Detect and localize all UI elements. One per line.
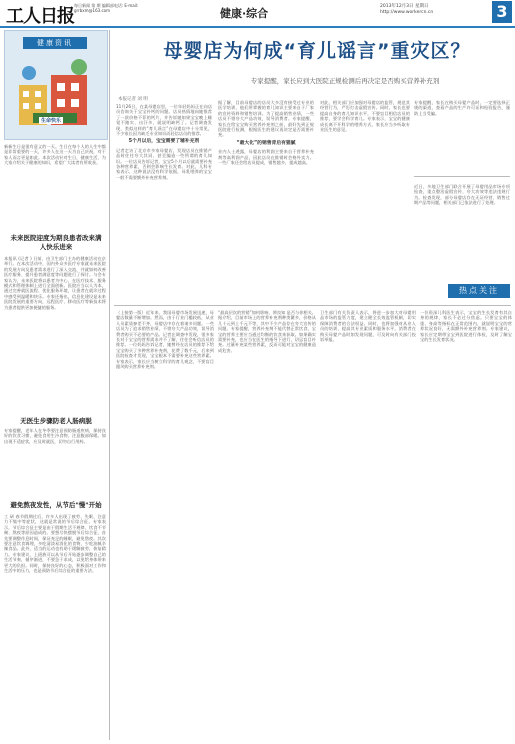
left-body-2: 专家提醒，老年人在冬季要注意预防肠道疾病，保持良好的饮食习惯，避免食用生冷食物，注意腹部保暖。如出现不适症状，应及时就医，切勿自行用药。 xyxy=(4,428,106,444)
hot-focus-label: 热点关注 xyxy=(448,284,510,298)
article-subtitle: 专家提醒，家长应到大医院正规检测后再决定是否购买营养补充剂 xyxy=(250,77,440,85)
lower-column-2: “最高层次的营销”如何影响、辨良知 是否与你相关。据介绍，目前市场上的营养补充剂种类繁多，价格从几十元到上千元不等，其中不少产品存在夸大宣传的问题。专家提醒，营养补充剂不能代替正常饮食，宝宝的营养主要应当通过均衡的饮食来获取。如果确实需要补充，也应当在医生的指导下进行，切忌盲目补充。过量补充某些营养素，反而可能对宝宝的健康造成危害。 xyxy=(218,310,316,353)
left-intro-text: 新新生日是很有意义的一天。生日在每个人的人生中都是非常重要的一天，许多人在这一天为自己庆祝，对于家人而言更是如此。本次活动针对生日，健康生活，为大家介绍关于健康的知识，希望广大读者有所收获。 xyxy=(4,144,106,166)
lower-column-1: （上接第一版）近年来，我国母婴市场发展迅速，母婴店数量不断增加。然而，由于行业门槛较低，从业人员素质参差不齐，母婴店中存在着诸多问题。一些店员为了追求销售业绩，不惜夸大产品功效，误导消费者购买不必要的产品。记者在调查中发现，很多家长对于宝宝的营养需求并不了解，往往会听信店员的推荐。一位妈妈告诉记者，她曾经在店员的推荐下给宝宝购买了多种营养补充剂，花费了数千元，后来到医院检查才发现，宝宝根本不需要补充这些营养素。专家表示，家长应当树立科学的育儿观念，不要盲目跟风购买营养补充剂。 xyxy=(116,310,214,370)
article-col3-text: 对此，相关部门应加强对母婴店的监管，规范其经营行为，严厉打击虚假宣传。同时，家长也要提高自身的育儿知识水平，不要盲目相信店员的推荐，要学会科学育儿。专家表示，宝宝的健康成长离不开科学的喂养方式，家长应当多听取专业医生的意见。 xyxy=(320,100,410,133)
article-col2-text: 据了解，目前母婴店的店员大多没有接受过专业的医学培训，他们所掌握的育儿知识主要来自于厂家的宣传资料和销售培训。为了提高销售业绩，一些店员不惜夸大产品功效，误导消费者。专家提醒，家长在给宝宝购买营养补充剂之前，最好先到正规医院进行检测，根据医生的建议再决定是否需要补充。 xyxy=(218,100,314,138)
masthead: 工人日报 xyxy=(6,6,74,27)
health-info-box xyxy=(4,30,108,140)
article-col4-text: 专家提醒，家长在购买母婴产品时，一定要选择正规的渠道，查看产品的生产许可证和检验报告，谨防上当受骗。 xyxy=(414,100,510,116)
health-info-title: 健康资讯 xyxy=(23,37,87,49)
article-byline: 本报记者 刘 明 xyxy=(118,97,148,102)
left-column xyxy=(4,30,106,740)
page-header xyxy=(0,0,515,28)
left-body-3: 工 研 春节假期过后，许多人出现了疲劳、失眠、注意力不集中等症状，这就是常说的节后综合征。专家表示，节后综合征主要是由于假期生活不规律、饮食不节制、熬夜等原因造成的。要想尽快摆脱节后综合征，首先要调整作息时间，保证充足的睡眠，避免熬夜。其次要注意饮食调理，多吃清淡易消化的食物，少吃油腻辛辣食品。此外，适当的运动也有助于缓解疲劳，恢复精力。专家建议，上班族可以从节后开始逐步调整自己的生活节奏，循序渐进，不要急于求成，以免给身体带来更大的负担。同时，保持良好的心态，积极面对工作和生活中的压力，也是预防节后综合征的重要方法。 xyxy=(4,514,106,574)
website[interactable]: http://www.workercn.cn xyxy=(380,10,434,15)
article-column-2 xyxy=(218,100,314,300)
masthead-info: 每日新闻 第 期 编辑部电话: E-mail: grrbxm@163.com xyxy=(74,3,139,13)
lower-column-4: 一位资深儿科医生表示，宝宝的生长发育有其自身的规律，家长不必过分焦虑。只要宝宝的体重、身高等指标在正常范围内，就说明宝宝的营养状况良好，无需额外补充营养剂。专家建议，家长应定期带宝宝到医院进行体检，及时了解宝宝的生长发育状况。 xyxy=(420,310,512,343)
article-col2b-text: 业内人士透露，母婴店的利润主要来自于营养补充剂等高利润产品，因此店员在推销时会格外卖力。一些厂家还会给店员提成，销售越多，提成越高。 xyxy=(218,149,314,166)
article-col1-text: 11月26日，在某母婴店里，一位年轻妈妈正在向店员咨询关于宝宝补钙的问题。店员热情地向她推荐了一款价格不菲的钙片，并告诉她如果宝宝晚上睡觉不踏实、出汗多，就说明缺钙了。记者调查发现，类似这样的“育儿谣言”在母婴店中十分常见，不少家长因为缺乏专业知识而轻信店员的推荐。 xyxy=(116,104,212,137)
article-title: 母婴店为何成“育儿谣言”重灾区？ xyxy=(163,40,471,62)
section-divider xyxy=(114,305,511,306)
issue-date: 2013年12月3日 星期日 xyxy=(380,4,429,9)
hot-divider xyxy=(414,176,510,177)
article-col1b-text: 记者走访了北京市多家母婴店，发现店员在推销产品时往往夸大其词，甚至编造一些所谓的育儿知识。一位店员告诉记者，宝宝5个月以后就需要补充各种营养素，否则会影响生长发育。对此，儿科专家表示，这种说法没有科学依据，母乳喂养的宝宝一般不需要额外补充营养剂。 xyxy=(116,147,212,180)
article-subhead-1: 5个月以后，宝宝需要了辅补充剂 xyxy=(128,139,200,145)
left-headline-1: 未来医院迎度为期良患者改来满人快乐进来 xyxy=(10,234,102,251)
lower-column-3: 卫生部门有关负责人表示，将进一步加大对母婴用品市场的监管力度，建立健全长效监管机制，切实保障消费者的合法权益。同时，也将加强对从业人员的培训，提高其专业素质和服务水平。消费者在购买母婴产品时如发现问题，可及时向有关部门投诉举报。 xyxy=(320,310,416,343)
left-body-1: 本报讯 (记者 ) 日前，由卫生部门主办的健康活动在京举行。在本次活动中，国内外众多医疗专家就未来医院的发展方向及患者需求进行了深入交流，并就如何改善医疗服务、提升患者满意度等问题进行了探讨。与会专家认为，未来医院将以患者为中心，在医疗技术、服务模式和管理体制上进行全面创新。医院应当以人为本，通过完善就医流程、优化服务环境，让患者在就诊过程中感受到温暖和快乐。专家还指出，信息化建设是未来医院发展的重要方向，远程医疗、移动医疗等新技术将为患者提供更加便捷的服务。 xyxy=(4,256,106,310)
article-column-3 xyxy=(320,100,410,300)
section-title: 健康·综合 xyxy=(220,7,269,20)
left-headline-3: 避免熬夜发性，从节后"慢"开始 xyxy=(10,501,102,509)
column-divider xyxy=(109,30,110,740)
hot-news-text: 近日，多地卫生部门联合开展了母婴用品市场专项检查，重点整治虚假宣传、夸大功效等违法违规行为。检查发现，部分母婴店存在无证经营、销售过期产品等问题，相关部门已依法进行了处理。 xyxy=(414,184,510,206)
article-column-4 xyxy=(414,100,510,170)
illustration-caption: 生命快乐 xyxy=(41,118,62,124)
article-column-1 xyxy=(116,104,212,300)
left-headline-2: 无医生步骤防老人肠病脱 xyxy=(20,417,92,425)
page-number: 3 xyxy=(492,1,512,23)
article-subhead-2: “最大化”的销售背后有猫腻 xyxy=(236,140,296,146)
